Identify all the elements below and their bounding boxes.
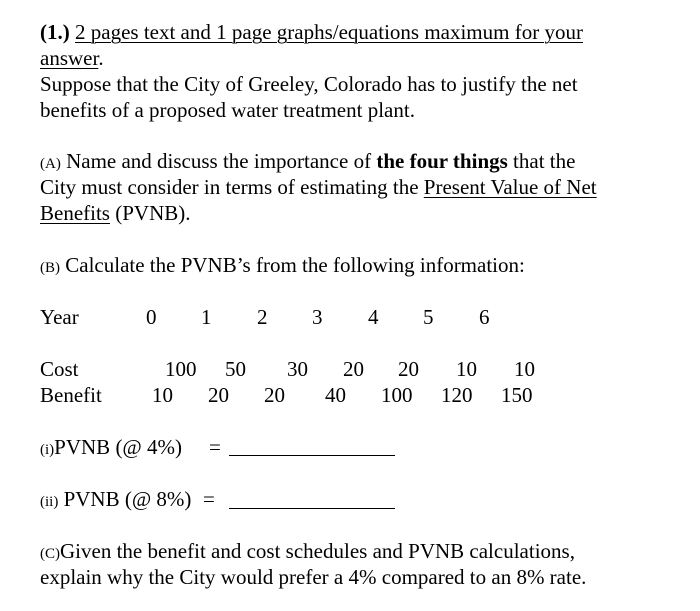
intro-line-1: Suppose that the City of Greeley, Colorado has to justify the net bbox=[40, 72, 578, 96]
part-c-label: (C) bbox=[40, 546, 60, 562]
year-cell: 5 bbox=[423, 305, 434, 329]
instruction-line-1 bbox=[40, 19, 583, 45]
cost-cell: 10 bbox=[514, 357, 535, 381]
cost-cell: 10 bbox=[456, 357, 477, 381]
pvnb-4-line bbox=[40, 434, 182, 463]
part-c-text: Given the benefit and cost schedules and PVNB calculations, bbox=[60, 539, 575, 563]
part-a-line-2 bbox=[40, 174, 597, 200]
benefit-label: Benefit bbox=[40, 383, 102, 407]
year-cell: 1 bbox=[201, 305, 212, 329]
instruction-line-2 bbox=[40, 45, 104, 71]
pvnb-4-text: PVNB (@ 4%) bbox=[54, 435, 183, 459]
part-a-bold: the four things bbox=[376, 149, 508, 173]
question-number: (1.) bbox=[40, 20, 70, 44]
part-c-line-2: explain why the City would prefer a 4% compared to an 8% rate. bbox=[40, 565, 587, 589]
cost-cell: 30 bbox=[287, 357, 308, 381]
benefit-cell: 150 bbox=[501, 383, 533, 407]
year-cell: 0 bbox=[146, 305, 157, 329]
benefit-cell: 20 bbox=[208, 383, 229, 407]
cost-cell: 20 bbox=[343, 357, 364, 381]
pvnb-8-label: (ii) bbox=[40, 494, 59, 510]
pvnb-8-text: PVNB (@ 8%) bbox=[63, 487, 192, 511]
benefit-cell: 100 bbox=[381, 383, 413, 407]
pvnb-4-equals: = bbox=[209, 435, 221, 459]
benefit-cell: 20 bbox=[264, 383, 285, 407]
part-a-line-3 bbox=[40, 200, 191, 226]
benefit-cell: 10 bbox=[152, 383, 173, 407]
pvnb-4-answer-blank[interactable] bbox=[229, 455, 395, 456]
pvnb-8-line bbox=[40, 486, 191, 515]
pvnb-4-label: (i) bbox=[40, 442, 55, 458]
year-cell: 4 bbox=[368, 305, 379, 329]
instruction-period: . bbox=[98, 46, 104, 70]
year-cell: 3 bbox=[312, 305, 323, 329]
part-b-label: (B) bbox=[40, 260, 60, 276]
benefit-cell: 120 bbox=[441, 383, 473, 407]
instruction-text-cont: answer bbox=[40, 46, 99, 70]
part-a-line-1 bbox=[40, 148, 575, 177]
part-b-text: Calculate the PVNB’s from the following information: bbox=[65, 253, 525, 277]
instruction-text: 2 pages text and 1 page graphs/equations maximum for your bbox=[75, 20, 583, 44]
part-a-label: (A) bbox=[40, 156, 61, 172]
cost-label: Cost bbox=[40, 357, 79, 381]
part-c-line-1 bbox=[40, 538, 575, 567]
year-cell: 6 bbox=[479, 305, 490, 329]
part-b-line bbox=[40, 252, 525, 281]
cost-cell: 50 bbox=[225, 357, 246, 381]
pvnb-8-equals: = bbox=[203, 487, 215, 511]
year-label: Year bbox=[40, 305, 79, 329]
cost-cell: 20 bbox=[398, 357, 419, 381]
part-a-line2-pre: City must consider in terms of estimating the bbox=[40, 175, 424, 199]
year-cell: 2 bbox=[257, 305, 268, 329]
part-a-line3-post: (PVNB). bbox=[109, 201, 191, 225]
part-a-benefits-term: Benefits bbox=[40, 201, 110, 225]
part-a-text-pre: Name and discuss the importance of bbox=[66, 149, 377, 173]
benefit-cell: 40 bbox=[325, 383, 346, 407]
pvnb-8-answer-blank[interactable] bbox=[229, 508, 395, 509]
cost-cell: 100 bbox=[165, 357, 197, 381]
part-a-text-post: that the bbox=[507, 149, 576, 173]
intro-line-2: benefits of a proposed water treatment plant. bbox=[40, 98, 415, 122]
part-a-pvnb-term: Present Value of Net bbox=[423, 175, 597, 199]
